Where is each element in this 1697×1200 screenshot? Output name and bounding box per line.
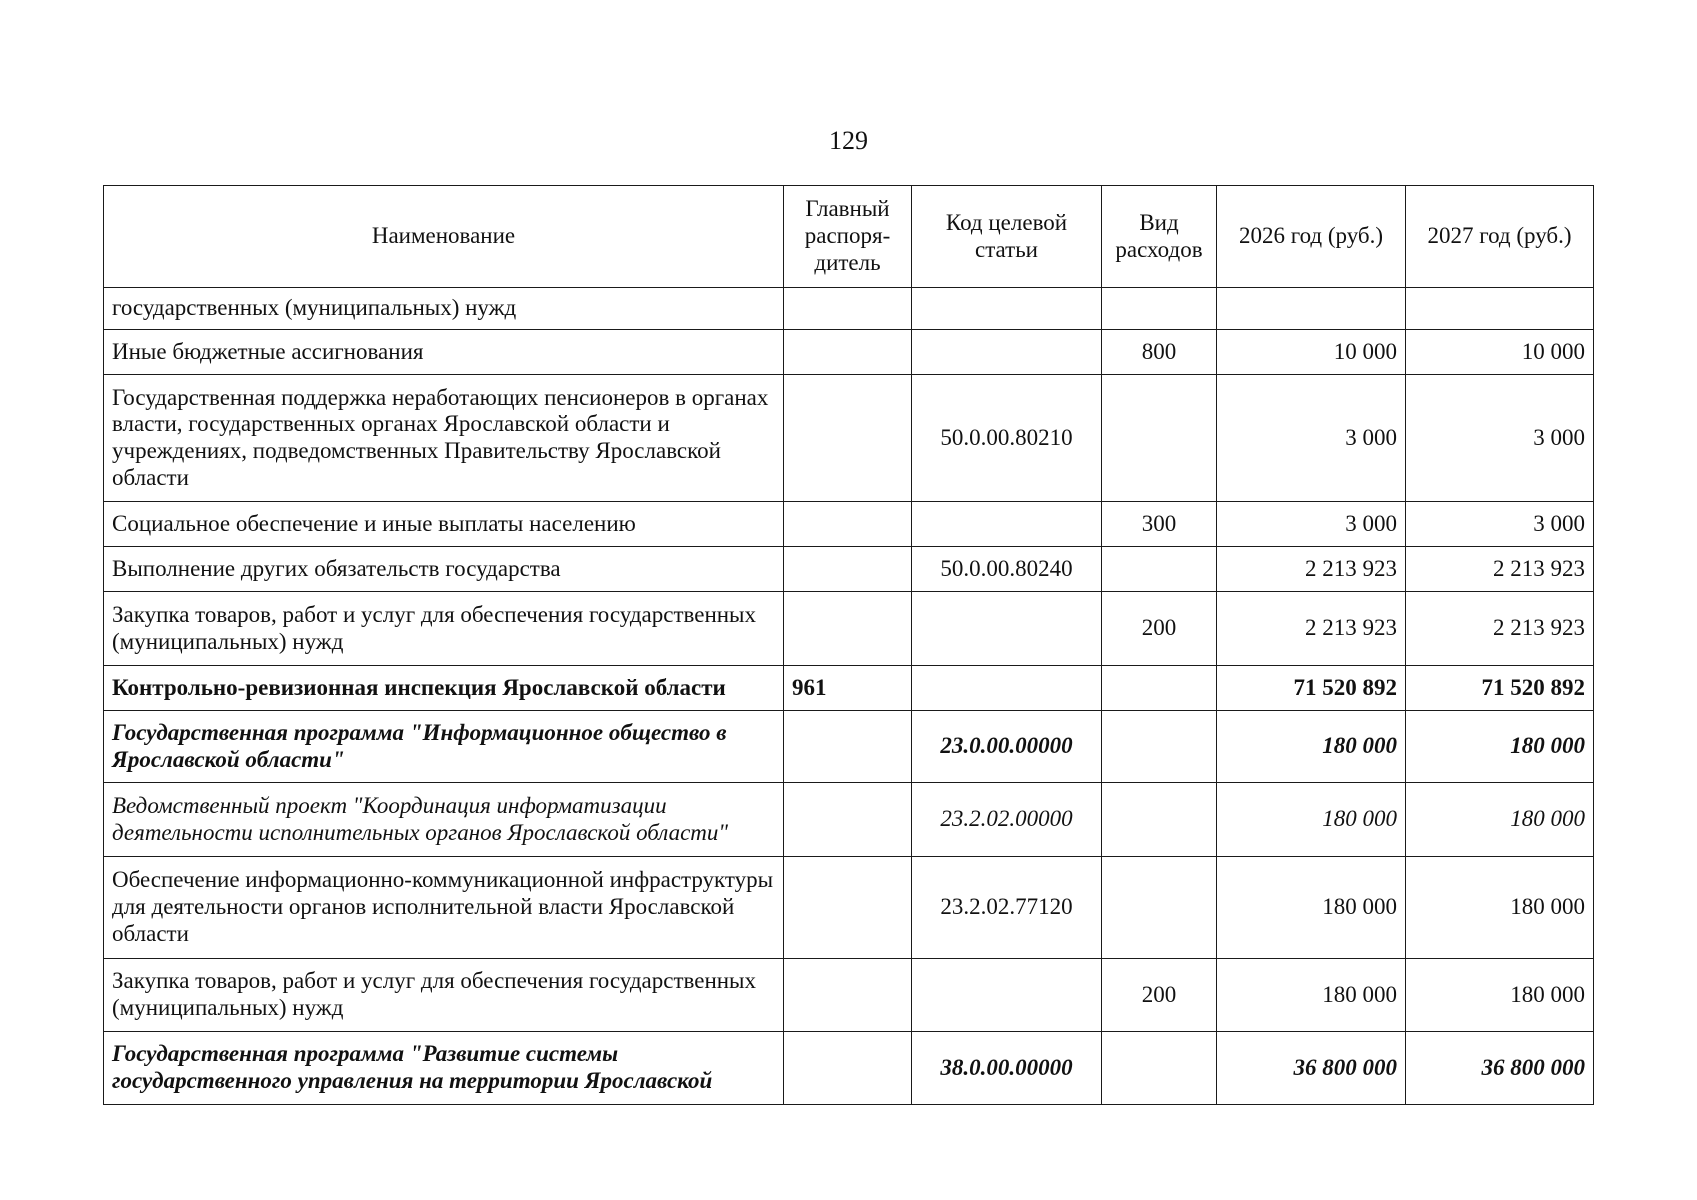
row-expense-type: 300 — [1102, 502, 1217, 547]
row-amount-2026: 2 213 923 — [1217, 592, 1406, 666]
table-row — [104, 711, 1594, 783]
row-amount-2026: 71 520 892 — [1217, 666, 1406, 711]
table-row — [104, 783, 1594, 857]
row-target-code: 23.2.02.77120 — [912, 857, 1102, 959]
table-row — [104, 547, 1594, 592]
header-2027: 2027 год (руб.) — [1406, 186, 1594, 288]
row-amount-2026: 180 000 — [1217, 783, 1406, 857]
row-name: Ведомственный проект "Координация информатизации деятельности исполнительных органов Ярославской области" — [104, 783, 784, 857]
row-amount-2026: 10 000 — [1217, 330, 1406, 375]
row-amount-2027: 2 213 923 — [1406, 592, 1594, 666]
row-grbs — [784, 547, 912, 592]
row-target-code — [912, 959, 1102, 1032]
row-amount-2026: 180 000 — [1217, 711, 1406, 783]
row-amount-2026: 180 000 — [1217, 857, 1406, 959]
header-grbs: Главный распоря-дитель — [784, 186, 912, 288]
row-amount-2027: 36 800 000 — [1406, 1032, 1594, 1105]
table-row — [104, 857, 1594, 959]
table-row — [104, 1032, 1594, 1105]
row-target-code — [912, 288, 1102, 330]
row-target-code — [912, 592, 1102, 666]
budget-table — [103, 185, 1594, 1105]
row-name: Выполнение других обязательств государства — [104, 547, 784, 592]
table-row — [104, 330, 1594, 375]
row-amount-2027: 10 000 — [1406, 330, 1594, 375]
row-name: Закупка товаров, работ и услуг для обеспечения государственных (муниципальных) нужд — [104, 592, 784, 666]
row-amount-2027: 3 000 — [1406, 502, 1594, 547]
row-name: Иные бюджетные ассигнования — [104, 330, 784, 375]
row-target-code: 38.0.00.00000 — [912, 1032, 1102, 1105]
row-amount-2026: 3 000 — [1217, 502, 1406, 547]
row-amount-2027: 2 213 923 — [1406, 547, 1594, 592]
row-expense-type — [1102, 547, 1217, 592]
row-amount-2026: 2 213 923 — [1217, 547, 1406, 592]
row-name: Закупка товаров, работ и услуг для обеспечения государственных (муниципальных) нужд — [104, 959, 784, 1032]
row-target-code: 50.0.00.80210 — [912, 375, 1102, 502]
row-expense-type — [1102, 783, 1217, 857]
header-target-code: Код целевой статьи — [912, 186, 1102, 288]
table-row — [104, 959, 1594, 1032]
row-amount-2027: 180 000 — [1406, 711, 1594, 783]
row-grbs — [784, 502, 912, 547]
row-target-code: 23.0.00.00000 — [912, 711, 1102, 783]
table-body — [104, 288, 1594, 1105]
row-expense-type — [1102, 857, 1217, 959]
row-expense-type: 200 — [1102, 592, 1217, 666]
table-row — [104, 666, 1594, 711]
row-target-code — [912, 330, 1102, 375]
table-row — [104, 288, 1594, 330]
row-name: Социальное обеспечение и иные выплаты населению — [104, 502, 784, 547]
row-target-code: 23.2.02.00000 — [912, 783, 1102, 857]
row-grbs — [784, 959, 912, 1032]
row-amount-2026: 180 000 — [1217, 959, 1406, 1032]
row-name: Обеспечение информационно-коммуникационной инфраструктуры для деятельности органов исполнительной власти Ярославской области — [104, 857, 784, 959]
row-amount-2027 — [1406, 288, 1594, 330]
row-expense-type — [1102, 375, 1217, 502]
row-expense-type — [1102, 1032, 1217, 1105]
row-grbs — [784, 1032, 912, 1105]
row-amount-2027: 180 000 — [1406, 783, 1594, 857]
row-amount-2026 — [1217, 288, 1406, 330]
row-name: Контрольно-ревизионная инспекция Ярославской области — [104, 666, 784, 711]
row-grbs — [784, 783, 912, 857]
row-amount-2026: 36 800 000 — [1217, 1032, 1406, 1105]
header-expense-type: Вид расходов — [1102, 186, 1217, 288]
row-grbs: 961 — [784, 666, 912, 711]
table-row — [104, 502, 1594, 547]
row-expense-type: 800 — [1102, 330, 1217, 375]
row-grbs — [784, 288, 912, 330]
row-amount-2027: 180 000 — [1406, 857, 1594, 959]
row-grbs — [784, 711, 912, 783]
row-target-code: 50.0.00.80240 — [912, 547, 1102, 592]
table-row — [104, 375, 1594, 502]
row-grbs — [784, 375, 912, 502]
table-header-row — [104, 186, 1594, 288]
header-2026: 2026 год (руб.) — [1217, 186, 1406, 288]
page-number: 129 — [829, 126, 868, 155]
row-target-code — [912, 666, 1102, 711]
row-expense-type: 200 — [1102, 959, 1217, 1032]
row-name: Государственная программа "Развитие системы государственного управления на территории Ярославской — [104, 1032, 784, 1105]
row-grbs — [784, 857, 912, 959]
row-name: государственных (муниципальных) нужд — [104, 288, 784, 330]
row-amount-2026: 3 000 — [1217, 375, 1406, 502]
row-target-code — [912, 502, 1102, 547]
header-name: Наименование — [104, 186, 784, 288]
row-amount-2027: 180 000 — [1406, 959, 1594, 1032]
row-amount-2027: 71 520 892 — [1406, 666, 1594, 711]
row-expense-type — [1102, 288, 1217, 330]
row-expense-type — [1102, 711, 1217, 783]
row-expense-type — [1102, 666, 1217, 711]
row-name: Государственная программа "Информационное общество в Ярославской области" — [104, 711, 784, 783]
row-name: Государственная поддержка неработающих пенсионеров в органах власти, государственных органах Ярославской области и учреждениях, подведомственных Правительству Ярославской области — [104, 375, 784, 502]
row-grbs — [784, 592, 912, 666]
table-row — [104, 592, 1594, 666]
row-amount-2027: 3 000 — [1406, 375, 1594, 502]
row-grbs — [784, 330, 912, 375]
